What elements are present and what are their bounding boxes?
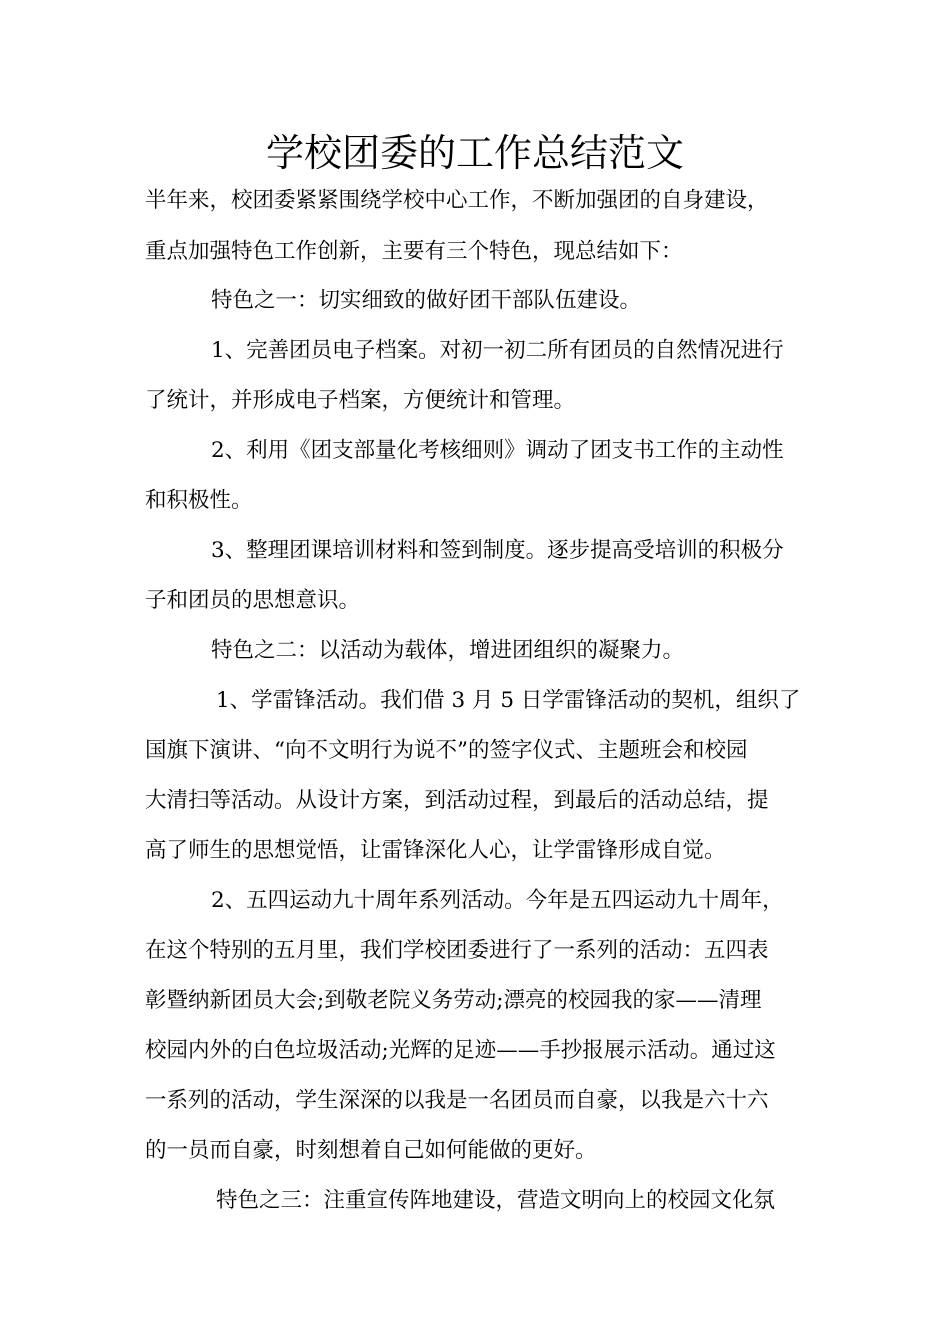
paragraph-line: 和积极性。 bbox=[145, 488, 253, 513]
paragraph-line: 子和团员的思想意识。 bbox=[145, 588, 361, 613]
paragraph-line: 在这个特别的五月里，我们学校团委进行了一系列的活动：五四表 bbox=[145, 938, 769, 963]
paragraph-line: 了统计，并形成电子档案，方便统计和管理。 bbox=[145, 388, 576, 413]
paragraph-line: 半年来，校团委紧紧围绕学校中心工作，不断加强团的自身建设， bbox=[145, 188, 769, 213]
paragraph-line: 1、完善团员电子档案。对初一初二所有团员的自然情况进行 bbox=[211, 338, 784, 363]
paragraph-line: 2、五四运动九十周年系列活动。今年是五四运动九十周年， bbox=[211, 888, 784, 913]
paragraph-line: 重点加强特色工作创新，主要有三个特色，现总结如下： bbox=[145, 239, 683, 264]
paragraph-line: 1、学雷锋活动。我们借 3 月 5 日学雷锋活动的契机，组织了 bbox=[216, 688, 801, 713]
paragraph-line: 校园内外的白色垃圾活动;光辉的足迹——手抄报展示活动。通过这 bbox=[145, 1038, 776, 1063]
paragraph-line: 大清扫等活动。从设计方案，到活动过程，到最后的活动总结，提 bbox=[145, 788, 769, 813]
section-heading: 特色之三：注重宣传阵地建设，营造文明向上的校园文化氛 bbox=[216, 1188, 776, 1213]
paragraph-line: 3、整理团课培训材料和签到制度。逐步提高受培训的积极分 bbox=[211, 538, 784, 563]
document-title: 学校团委的工作总结范文 bbox=[265, 131, 684, 175]
paragraph-line: 高了师生的思想觉悟，让雷锋深化人心，让学雷锋形成自觉。 bbox=[145, 838, 726, 863]
paragraph-line: 的一员而自豪，时刻想着自己如何能做的更好。 bbox=[145, 1138, 597, 1163]
paragraph-line: 国旗下演讲、“向不文明行为说不”的签字仪式、主题班会和校园 bbox=[145, 738, 748, 763]
paragraph-line: 一系列的活动，学生深深的以我是一名团员而自豪，以我是六十六 bbox=[145, 1088, 769, 1113]
paragraph-line: 2、利用《团支部量化考核细则》调动了团支书工作的主动性 bbox=[211, 438, 784, 463]
paragraph-line: 彰暨纳新团员大会;到敬老院义务劳动;漂亮的校园我的家——清理 bbox=[145, 988, 762, 1013]
section-heading: 特色之一：切实细致的做好团干部队伍建设。 bbox=[211, 288, 642, 313]
section-heading: 特色之二：以活动为载体，增进团组织的凝聚力。 bbox=[211, 638, 685, 663]
